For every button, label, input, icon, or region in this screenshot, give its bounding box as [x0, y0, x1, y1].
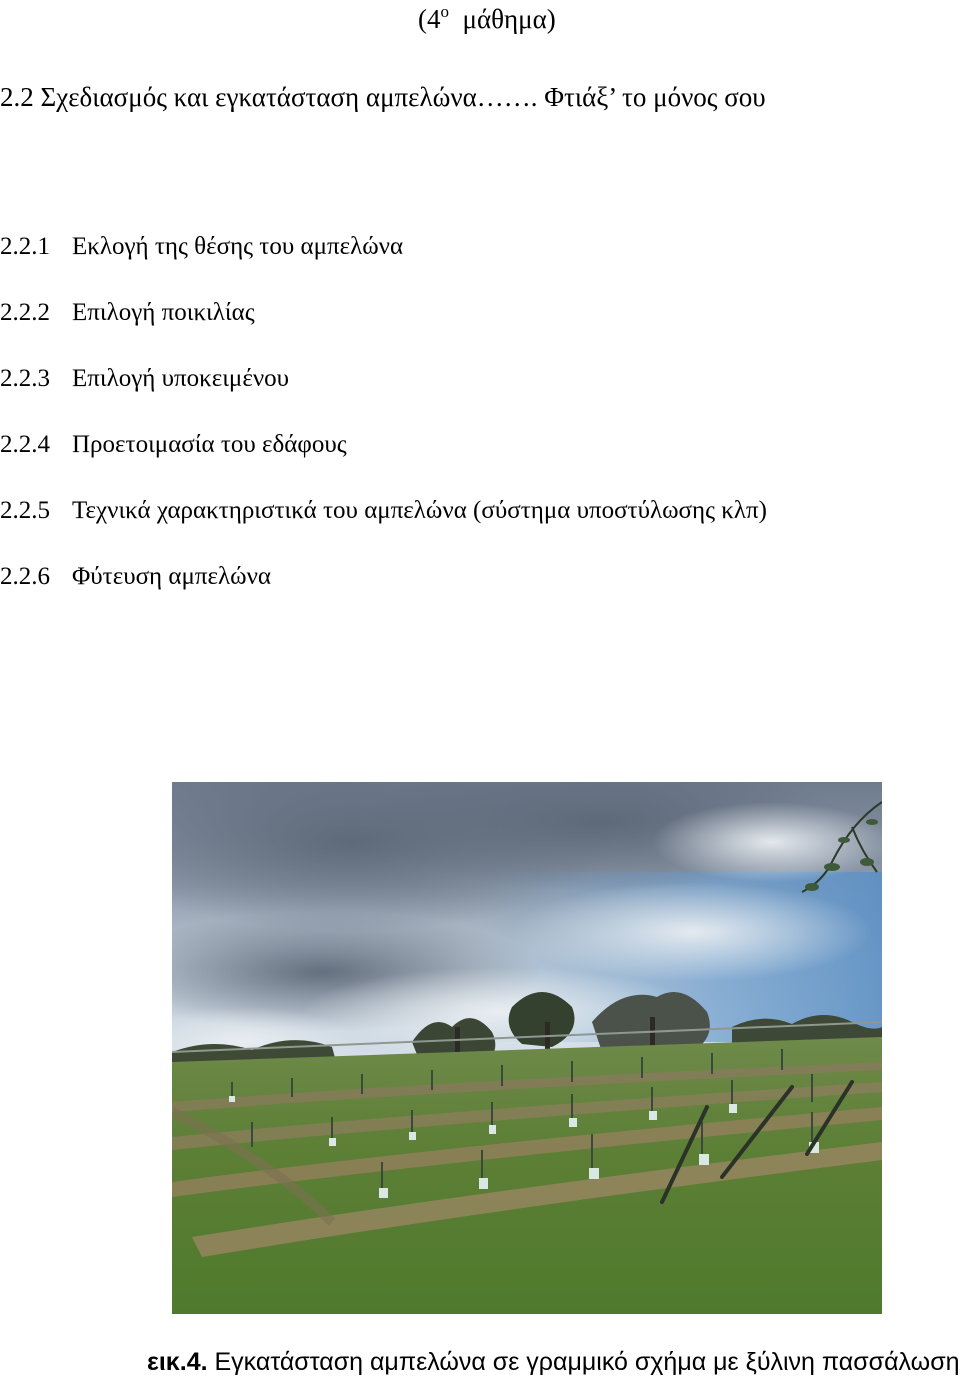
subsection-number: 2.2.1 [0, 233, 50, 260]
subsection-item [0, 560, 767, 626]
subsection-number: 2.2.2 [0, 299, 50, 326]
subsection-list [0, 230, 767, 626]
subsection-label: Επιλογή ποικιλίας [72, 299, 255, 326]
subsection-label: Φύτευση αμπελώνα [72, 563, 271, 590]
figure-label: εικ.4. [147, 1348, 208, 1376]
subsection-number: 2.2.5 [0, 497, 50, 524]
figure-caption [147, 1345, 960, 1379]
section-title: 2.2 Σχεδιασμός και εγκατάσταση αμπελώνα……. Φτιάξ’ το μόνος σου [0, 82, 766, 112]
lesson-word: μάθημα) [462, 4, 556, 34]
subsection-number: 2.2.4 [0, 431, 50, 458]
subsection-number: 2.2.6 [0, 563, 50, 590]
lesson-label [418, 2, 556, 36]
subsection-item [0, 296, 767, 362]
lesson-number: (4 [418, 4, 441, 34]
subsection-number: 2.2.3 [0, 365, 50, 392]
subsection-label: Εκλογή της θέσης του αμπελώνα [72, 233, 404, 260]
lesson-superscript: ο [440, 2, 449, 21]
figure-caption-text: Εγκατάσταση αμπελώνα σε γραμμικό σχήμα με ξύλινη πασσάλωση [214, 1348, 960, 1376]
subsection-label: Προετοιμασία του εδάφους [72, 431, 347, 458]
subsection-item [0, 428, 767, 494]
vineyard-photo [172, 782, 882, 1314]
subsection-item [0, 230, 767, 296]
subsection-item [0, 362, 767, 428]
subsection-label: Τεχνικά χαρακτηριστικά του αμπελώνα (σύστημα υποστύλωσης κλπ) [72, 497, 767, 524]
subsection-item [0, 494, 767, 560]
subsection-label: Επιλογή υποκειμένου [72, 365, 290, 392]
